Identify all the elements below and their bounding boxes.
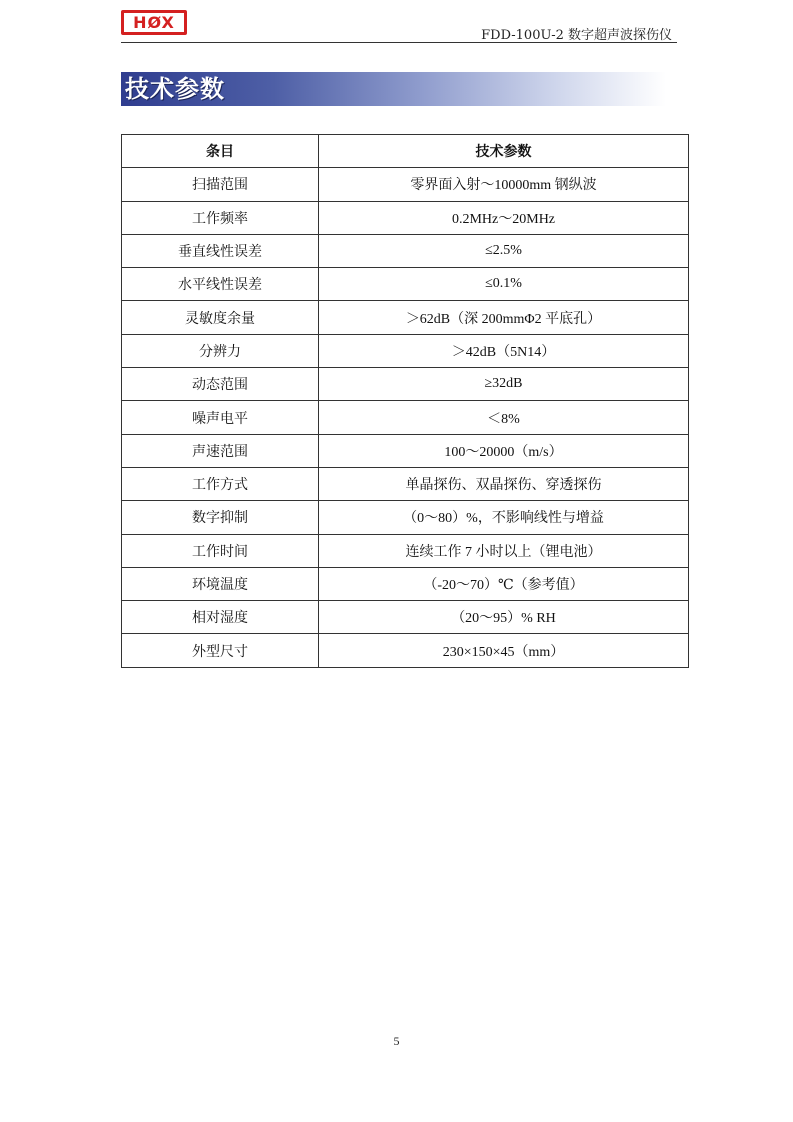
table-row <box>122 501 689 534</box>
header-divider <box>121 42 677 43</box>
header-item: 条目 <box>122 135 319 168</box>
row-value: 230×150×45（mm） <box>319 634 689 667</box>
row-label: 声速范围 <box>122 434 319 467</box>
row-value: 100～20000（m/s） <box>319 434 689 467</box>
row-value: ≤0.1% <box>319 268 689 301</box>
row-label: 外型尺寸 <box>122 634 319 667</box>
table-row <box>122 201 689 234</box>
table-header-row <box>122 135 689 168</box>
row-label: 数字抑制 <box>122 501 319 534</box>
row-label: 工作时间 <box>122 534 319 567</box>
table-row <box>122 368 689 401</box>
table-row <box>122 567 689 600</box>
row-value: （20～95）% RH <box>319 601 689 634</box>
table-row <box>122 168 689 201</box>
spec-table <box>121 134 689 668</box>
table-row <box>122 268 689 301</box>
table-row <box>122 301 689 334</box>
section-banner <box>121 72 666 106</box>
row-value: 0.2MHz～20MHz <box>319 201 689 234</box>
table-row <box>122 434 689 467</box>
row-label: 噪声电平 <box>122 401 319 434</box>
row-label: 扫描范围 <box>122 168 319 201</box>
row-value: ＞62dB（深 200mmΦ2 平底孔） <box>319 301 689 334</box>
row-value: （-20～70）℃（参考值） <box>319 567 689 600</box>
row-value: ＜8% <box>319 401 689 434</box>
table-row <box>122 401 689 434</box>
row-label: 工作方式 <box>122 467 319 500</box>
table-row <box>122 634 689 667</box>
row-label: 垂直线性误差 <box>122 234 319 267</box>
company-logo <box>121 10 187 35</box>
row-value: 零界面入射～10000mm 钢纵波 <box>319 168 689 201</box>
row-value: 连续工作 7 小时以上（锂电池） <box>319 534 689 567</box>
page-number: 5 <box>393 1034 400 1048</box>
logo-text: HØX <box>133 12 175 32</box>
row-value: ＞42dB（5N14） <box>319 334 689 367</box>
row-value: （0～80）%，不影响线性与增益 <box>319 501 689 534</box>
table-row <box>122 334 689 367</box>
row-label: 环境温度 <box>122 567 319 600</box>
row-label: 水平线性误差 <box>122 268 319 301</box>
row-label: 分辨力 <box>122 334 319 367</box>
table-row <box>122 601 689 634</box>
table-row <box>122 234 689 267</box>
row-value: ≤2.5% <box>319 234 689 267</box>
row-label: 相对湿度 <box>122 601 319 634</box>
table-row <box>122 467 689 500</box>
table-row <box>122 534 689 567</box>
row-value: 单晶探伤、双晶探伤、穿透探伤 <box>319 467 689 500</box>
document-title: FDD-100U-2 数字超声波探伤仪 <box>481 28 672 43</box>
section-title: 技术参数 <box>125 75 225 103</box>
row-label: 灵敏度余量 <box>122 301 319 334</box>
row-value: ≥32dB <box>319 368 689 401</box>
header-spec: 技术参数 <box>319 135 689 168</box>
row-label: 工作频率 <box>122 201 319 234</box>
row-label: 动态范围 <box>122 368 319 401</box>
